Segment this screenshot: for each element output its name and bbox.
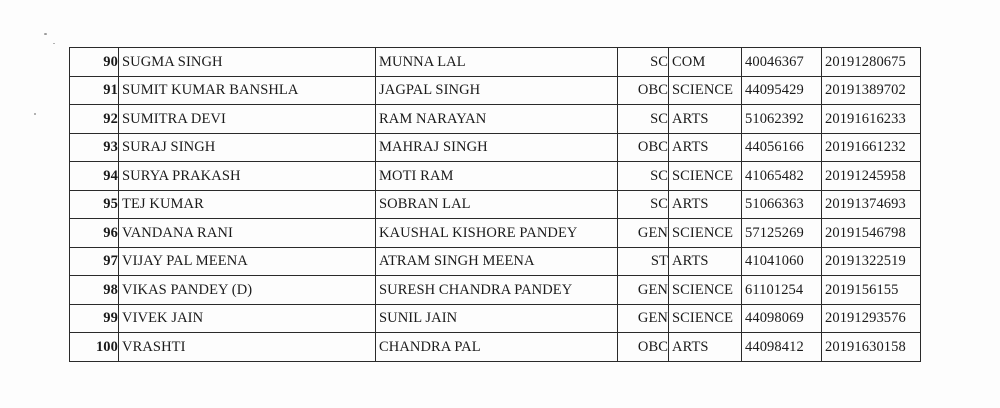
stream-cell: SCIENCE xyxy=(669,162,742,191)
father-name-cell: CHANDRA PAL xyxy=(376,333,618,362)
father-name-cell: SOBRAN LAL xyxy=(376,190,618,219)
roll-number-cell: 40046367 xyxy=(742,48,822,77)
serial-number-cell: 98 xyxy=(70,276,119,305)
category-cell: OBC xyxy=(618,333,669,362)
category-cell: SC xyxy=(618,105,669,134)
father-name-cell: KAUSHAL KISHORE PANDEY xyxy=(376,219,618,248)
category-cell: ST xyxy=(618,247,669,276)
serial-number-cell: 91 xyxy=(70,76,119,105)
category-cell: GEN xyxy=(618,304,669,333)
registration-number-cell: 20191630158 xyxy=(822,333,921,362)
serial-number-cell: 100 xyxy=(70,333,119,362)
registration-number-cell: 20191374693 xyxy=(822,190,921,219)
father-name-cell: ATRAM SINGH MEENA xyxy=(376,247,618,276)
stream-cell: ARTS xyxy=(669,190,742,219)
stream-cell: ARTS xyxy=(669,247,742,276)
roster-body xyxy=(70,48,921,362)
serial-number-cell: 99 xyxy=(70,304,119,333)
table-row xyxy=(70,105,921,134)
roll-number-cell: 57125269 xyxy=(742,219,822,248)
category-cell: SC xyxy=(618,190,669,219)
registration-number-cell: 2019156155 xyxy=(822,276,921,305)
scan-speck xyxy=(53,43,55,44)
registration-number-cell: 20191293576 xyxy=(822,304,921,333)
table-row xyxy=(70,162,921,191)
category-cell: OBC xyxy=(618,76,669,105)
roll-number-cell: 44098069 xyxy=(742,304,822,333)
father-name-cell: MOTI RAM xyxy=(376,162,618,191)
scan-speck xyxy=(34,113,36,115)
table-row xyxy=(70,247,921,276)
registration-number-cell: 20191661232 xyxy=(822,133,921,162)
stream-cell: COM xyxy=(669,48,742,77)
roll-number-cell: 41065482 xyxy=(742,162,822,191)
father-name-cell: MAHRAJ SINGH xyxy=(376,133,618,162)
father-name-cell: SURESH CHANDRA PANDEY xyxy=(376,276,618,305)
table-row xyxy=(70,48,921,77)
roll-number-cell: 51062392 xyxy=(742,105,822,134)
stream-cell: SCIENCE xyxy=(669,276,742,305)
stream-cell: SCIENCE xyxy=(669,219,742,248)
table-row xyxy=(70,304,921,333)
serial-number-cell: 90 xyxy=(70,48,119,77)
category-cell: SC xyxy=(618,162,669,191)
student-name-cell: SUMIT KUMAR BANSHLA xyxy=(119,76,376,105)
stream-cell: ARTS xyxy=(669,133,742,162)
student-name-cell: VRASHTI xyxy=(119,333,376,362)
student-name-cell: VIVEK JAIN xyxy=(119,304,376,333)
student-name-cell: SUMITRA DEVI xyxy=(119,105,376,134)
scan-speck xyxy=(44,33,47,35)
category-cell: OBC xyxy=(618,133,669,162)
father-name-cell: JAGPAL SINGH xyxy=(376,76,618,105)
table-row xyxy=(70,219,921,248)
table-row xyxy=(70,333,921,362)
roll-number-cell: 44056166 xyxy=(742,133,822,162)
serial-number-cell: 93 xyxy=(70,133,119,162)
father-name-cell: RAM NARAYAN xyxy=(376,105,618,134)
student-name-cell: VIJAY PAL MEENA xyxy=(119,247,376,276)
table-row xyxy=(70,76,921,105)
student-name-cell: VIKAS PANDEY (D) xyxy=(119,276,376,305)
stream-cell: SCIENCE xyxy=(669,304,742,333)
registration-number-cell: 20191389702 xyxy=(822,76,921,105)
serial-number-cell: 97 xyxy=(70,247,119,276)
serial-number-cell: 94 xyxy=(70,162,119,191)
stream-cell: SCIENCE xyxy=(669,76,742,105)
table-row xyxy=(70,133,921,162)
table-row xyxy=(70,276,921,305)
roll-number-cell: 41041060 xyxy=(742,247,822,276)
registration-number-cell: 20191245958 xyxy=(822,162,921,191)
serial-number-cell: 92 xyxy=(70,105,119,134)
father-name-cell: SUNIL JAIN xyxy=(376,304,618,333)
student-roster-table xyxy=(69,47,921,362)
student-name-cell: SUGMA SINGH xyxy=(119,48,376,77)
category-cell: SC xyxy=(618,48,669,77)
registration-number-cell: 20191280675 xyxy=(822,48,921,77)
student-name-cell: VANDANA RANI xyxy=(119,219,376,248)
stream-cell: ARTS xyxy=(669,333,742,362)
category-cell: GEN xyxy=(618,276,669,305)
roll-number-cell: 44098412 xyxy=(742,333,822,362)
father-name-cell: MUNNA LAL xyxy=(376,48,618,77)
registration-number-cell: 20191546798 xyxy=(822,219,921,248)
serial-number-cell: 96 xyxy=(70,219,119,248)
table-row xyxy=(70,190,921,219)
student-name-cell: TEJ KUMAR xyxy=(119,190,376,219)
registration-number-cell: 20191322519 xyxy=(822,247,921,276)
category-cell: GEN xyxy=(618,219,669,248)
student-name-cell: SURYA PRAKASH xyxy=(119,162,376,191)
roll-number-cell: 44095429 xyxy=(742,76,822,105)
registration-number-cell: 20191616233 xyxy=(822,105,921,134)
roll-number-cell: 61101254 xyxy=(742,276,822,305)
stream-cell: ARTS xyxy=(669,105,742,134)
roll-number-cell: 51066363 xyxy=(742,190,822,219)
serial-number-cell: 95 xyxy=(70,190,119,219)
student-name-cell: SURAJ SINGH xyxy=(119,133,376,162)
